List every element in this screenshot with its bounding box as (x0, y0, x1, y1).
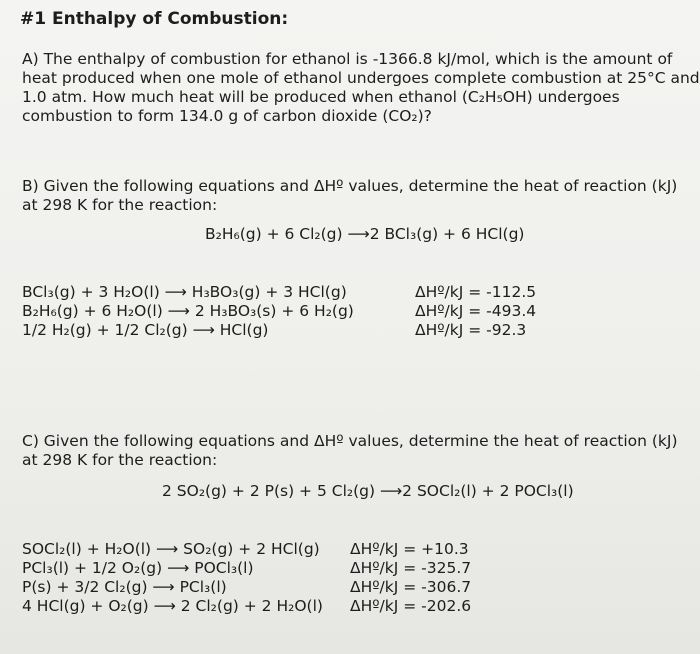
part-c-target-reaction: 2 SO₂(g) + 2 P(s) + 5 Cl₂(g) ⟶2 SOCl₂(l) + 2 POCl₃(l) (162, 482, 574, 500)
part-b-equation-2: B₂H₆(g) + 6 H₂O(l) ⟶ 2 H₃BO₃(s) + 6 H₂(g) (22, 302, 354, 320)
part-c-equation-2: PCl₃(l) + 1/2 O₂(g) ⟶ POCl₃(l) (22, 559, 254, 577)
page-title: #1 Enthalpy of Combustion: (20, 9, 289, 29)
part-b-line-2: at 298 K for the reaction: (22, 196, 218, 214)
part-c-equation-3: P(s) + 3/2 Cl₂(g) ⟶ PCl₃(l) (22, 578, 227, 596)
part-a-line-4: combustion to form 134.0 g of carbon dioxide (CO₂)? (22, 107, 432, 125)
part-c-dh-1: ΔHº/kJ = +10.3 (350, 540, 469, 558)
part-c-dh-2: ΔHº/kJ = -325.7 (350, 559, 472, 577)
part-a-line-3: 1.0 atm. How much heat will be produced when ethanol (C₂H₅OH) undergoes (22, 88, 620, 106)
part-b-line-1: B) Given the following equations and ΔHº values, determine the heat of reaction (kJ) (22, 177, 678, 195)
part-b-equation-3: 1/2 H₂(g) + 1/2 Cl₂(g) ⟶ HCl(g) (22, 321, 269, 339)
part-a-line-2: heat produced when one mole of ethanol undergoes complete combustion at 25°C and (22, 69, 700, 87)
part-b-dh-3: ΔHº/kJ = -92.3 (415, 321, 527, 339)
part-b-equation-1: BCl₃(g) + 3 H₂O(l) ⟶ H₃BO₃(g) + 3 HCl(g) (22, 283, 347, 301)
part-b-dh-2: ΔHº/kJ = -493.4 (415, 302, 537, 320)
part-b-target-reaction: B₂H₆(g) + 6 Cl₂(g) ⟶2 BCl₃(g) + 6 HCl(g) (205, 225, 525, 243)
part-c-dh-3: ΔHº/kJ = -306.7 (350, 578, 472, 596)
part-c-line-1: C) Given the following equations and ΔHº values, determine the heat of reaction (kJ) (22, 432, 678, 450)
part-c-equation-4: 4 HCl(g) + O₂(g) ⟶ 2 Cl₂(g) + 2 H₂O(l) (22, 597, 323, 615)
part-c-line-2: at 298 K for the reaction: (22, 451, 218, 469)
part-c-dh-4: ΔHº/kJ = -202.6 (350, 597, 472, 615)
part-c-equation-1: SOCl₂(l) + H₂O(l) ⟶ SO₂(g) + 2 HCl(g) (22, 540, 320, 558)
part-a-line-1: A) The enthalpy of combustion for ethanol is -1366.8 kJ/mol, which is the amount of (22, 50, 673, 68)
part-b-dh-1: ΔHº/kJ = -112.5 (415, 283, 537, 301)
